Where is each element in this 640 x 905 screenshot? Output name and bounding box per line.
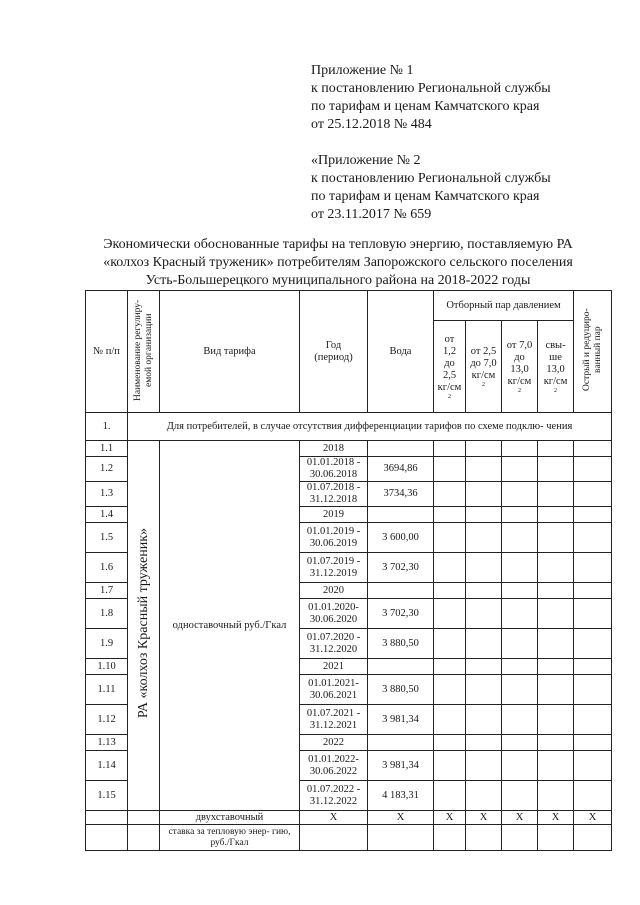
row-num: 1.7 (86, 583, 128, 599)
header-steam-2: от 2,5 до 7,0 кг/см 2 (466, 321, 502, 413)
document-title (70, 236, 606, 290)
period-cell: 01.07.2020 - 31.12.2020 (300, 629, 368, 659)
header-line: к постановлению Региональной службы (311, 81, 551, 96)
header-steam-4: свы- ше 13,0 кг/см 2 (538, 321, 574, 413)
row-num: 1.15 (86, 781, 128, 811)
row-num: 1.6 (86, 553, 128, 583)
water-cell: 3 702,30 (368, 553, 434, 583)
x-cell: Х (574, 811, 612, 825)
water-cell (368, 441, 434, 457)
water-cell: 3 880,50 (368, 629, 434, 659)
two-part-label: двухставочный (160, 811, 300, 825)
x-cell: Х (300, 811, 368, 825)
title-line: «колхоз Красный труженик» потребителям Запорожского сельского поселения (103, 255, 573, 270)
x-cell: Х (368, 811, 434, 825)
header-line: Приложение № 1 (311, 63, 414, 78)
header-steam-3: от 7,0 до 13,0 кг/см 2 (502, 321, 538, 413)
water-cell: 3 981,34 (368, 751, 434, 781)
header-steam-1: от 1,2 до 2,5 кг/см 2 (434, 321, 466, 413)
x-cell: Х (538, 811, 574, 825)
x-cell: Х (502, 811, 538, 825)
org-cell: РА «колхоз Красный труженик» (128, 441, 160, 811)
period-cell: 2022 (300, 735, 368, 751)
row-num: 1.3 (86, 482, 128, 507)
title-line: Экономически обоснованные тарифы на тепловую энергию, поставляемую РА (103, 237, 573, 252)
x-cell: Х (434, 811, 466, 825)
water-cell (368, 583, 434, 599)
header-steam-group: Отборный пар давлением (434, 291, 574, 321)
section-text: Для потребителей, в случае отсутствия дифференциации тарифов по схеме подклю- чения (128, 413, 612, 441)
header-tariff-type: Вид тарифа (160, 291, 300, 413)
title-line: Усть-Большерецкого муниципального района на 2018-2022 годы (145, 273, 531, 288)
tariff-single-cell: одноставочный руб./Гкал (160, 441, 300, 811)
row-num: 1.14 (86, 751, 128, 781)
heat-rate-label: ставка за тепловую энер- гию, руб./Гкал (160, 825, 300, 851)
appendix-header-2 (311, 152, 551, 224)
period-cell: 2018 (300, 441, 368, 457)
row-num: 1.9 (86, 629, 128, 659)
period-cell: 01.01.2021- 30.06.2021 (300, 675, 368, 705)
header-line: «Приложение № 2 (311, 153, 421, 168)
period-cell: 01.07.2021 - 31.12.2021 (300, 705, 368, 735)
row-num: 1.8 (86, 599, 128, 629)
period-cell: 01.01.2022- 30.06.2022 (300, 751, 368, 781)
period-cell: 01.01.2020- 30.06.2020 (300, 599, 368, 629)
row-num: 1.4 (86, 507, 128, 523)
row-num: 1.13 (86, 735, 128, 751)
period-cell: 01.07.2019 - 31.12.2019 (300, 553, 368, 583)
period-cell: 2021 (300, 659, 368, 675)
header-line: к постановлению Региональной службы (311, 171, 551, 186)
water-cell: 3694,86 (368, 457, 434, 482)
x-cell: Х (466, 811, 502, 825)
row-num: 1.10 (86, 659, 128, 675)
water-cell (368, 735, 434, 751)
tariff-table (85, 290, 612, 851)
water-cell (368, 659, 434, 675)
period-cell: 01.01.2019 - 30.06.2019 (300, 523, 368, 553)
water-cell: 3 880,50 (368, 675, 434, 705)
water-cell: 3 600,00 (368, 523, 434, 553)
row-num: 1.12 (86, 705, 128, 735)
period-cell: 2020 (300, 583, 368, 599)
water-cell: 3 702,30 (368, 599, 434, 629)
row-num: 1.11 (86, 675, 128, 705)
header-water: Вода (368, 291, 434, 413)
appendix-header (311, 62, 551, 134)
water-cell: 3734,36 (368, 482, 434, 507)
header-line: от 23.11.2017 № 659 (311, 207, 432, 222)
water-cell: 3 981,34 (368, 705, 434, 735)
row-num: 1.5 (86, 523, 128, 553)
header-line: по тарифам и ценам Камчатского края (311, 99, 540, 114)
water-cell (368, 507, 434, 523)
header-num: № п/п (86, 291, 128, 413)
period-cell: 01.07.2018 - 31.12.2018 (300, 482, 368, 507)
header-line: от 25.12.2018 № 484 (311, 117, 432, 132)
period-cell: 01.07.2022 - 31.12.2022 (300, 781, 368, 811)
row-num: 1.1 (86, 441, 128, 457)
header-period: Год (период) (300, 291, 368, 413)
row-num: 1.2 (86, 457, 128, 482)
period-cell: 2019 (300, 507, 368, 523)
header-sharp-steam: Острый и редуциро- ванный пар (574, 291, 612, 413)
period-cell: 01.01.2018 - 30.06.2018 (300, 457, 368, 482)
water-cell: 4 183,31 (368, 781, 434, 811)
header-org: Наименование регулиру- емой организации (128, 291, 160, 413)
header-line: по тарифам и ценам Камчатского края (311, 189, 540, 204)
section-num: 1. (86, 413, 128, 441)
